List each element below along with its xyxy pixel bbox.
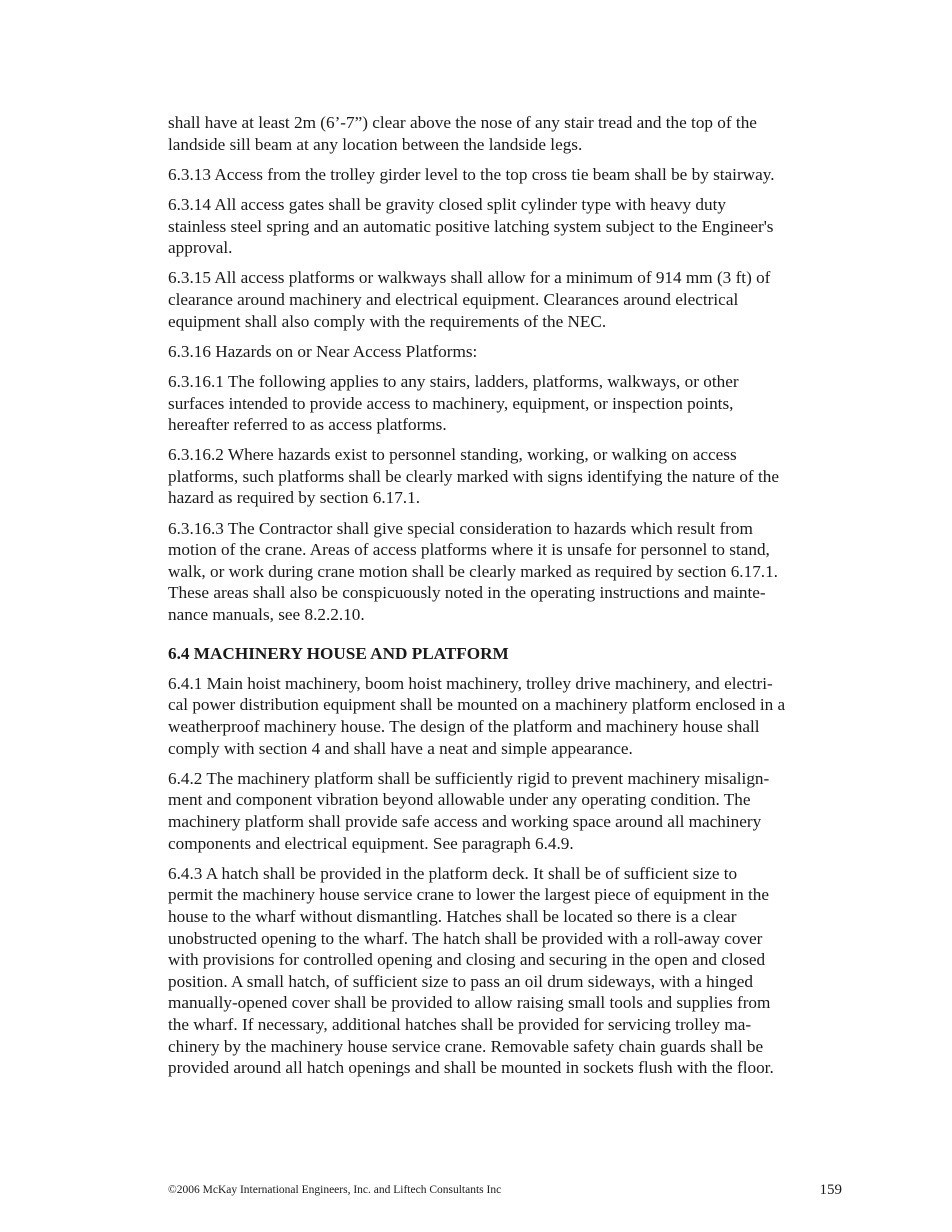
text-line: chinery by the machinery house service crane. Removable safety chain guards shall be xyxy=(168,1036,764,1056)
text-line: comply with section 4 and shall have a neat and simple appearance. xyxy=(168,738,633,758)
text-line: These areas shall also be conspicuously noted in the operating instructions and mainte- xyxy=(168,583,766,603)
section-heading: 6.4 MACHINERY HOUSE AND PLATFORM xyxy=(168,643,509,663)
text-line: 6.4.1 Main hoist machinery, boom hoist machinery, trolley drive machinery, and electri- xyxy=(168,673,773,693)
text-line: 6.3.14 All access gates shall be gravity closed split cylinder type with heavy duty xyxy=(168,194,726,214)
text-line: platforms, such platforms shall be clearly marked with signs identifying the nature of the xyxy=(168,466,779,486)
paragraph xyxy=(168,371,844,436)
paragraph xyxy=(168,267,844,332)
text-line: unobstructed opening to the wharf. The hatch shall be provided with a roll-away cover xyxy=(168,928,763,948)
text-line: hazard as required by section 6.17.1. xyxy=(168,488,420,508)
text-line: 6.3.16 Hazards on or Near Access Platforms: xyxy=(168,341,478,361)
paragraph xyxy=(168,194,844,259)
paragraph xyxy=(168,863,844,1079)
paragraphs-section xyxy=(168,673,844,1079)
text-line: house to the wharf without dismantling. Hatches shall be located so there is a clear xyxy=(168,906,737,926)
text-line: shall have at least 2m (6’-7”) clear above the nose of any stair tread and the top of the xyxy=(168,113,757,132)
text-line: the wharf. If necessary, additional hatches shall be provided for servicing trolley ma- xyxy=(168,1014,752,1034)
text-line: 6.4.2 The machinery platform shall be sufficiently rigid to prevent machinery misalign- xyxy=(168,768,770,788)
paragraph xyxy=(168,341,844,363)
paragraphs-top xyxy=(168,112,844,626)
text-line: landside sill beam at any location between the landside legs. xyxy=(168,134,583,154)
text-line: clearance around machinery and electrical equipment. Clearances around electrical xyxy=(168,289,739,309)
paragraph xyxy=(168,112,844,155)
text-line: ment and component vibration beyond allowable under any operating condition. The xyxy=(168,790,751,810)
text-line: stainless steel spring and an automatic positive latching system subject to the Engineer's xyxy=(168,216,774,236)
text-line: 6.3.15 All access platforms or walkways shall allow for a minimum of 914 mm (3 ft) of xyxy=(168,268,771,288)
text-line: 6.4.3 A hatch shall be provided in the platform deck. It shall be of sufficient size to xyxy=(168,863,738,883)
text-line: 6.3.16.1 The following applies to any stairs, ladders, platforms, walkways, or other xyxy=(168,371,739,391)
text-line: walk, or work during crane motion shall be clearly marked as required by section 6.17.1. xyxy=(168,561,778,581)
page-body xyxy=(168,112,844,1087)
text-line: 6.3.16.2 Where hazards exist to personnel standing, working, or walking on access xyxy=(168,445,737,465)
paragraph xyxy=(168,444,844,509)
paragraph xyxy=(168,518,844,626)
text-line: provided around all hatch openings and shall be mounted in sockets flush with the floor. xyxy=(168,1058,774,1078)
text-line: cal power distribution equipment shall be mounted on a machinery platform enclosed in a xyxy=(168,695,786,715)
text-line: components and electrical equipment. See paragraph 6.4.9. xyxy=(168,833,574,853)
text-line: with provisions for controlled opening and closing and securing in the open and closed xyxy=(168,950,766,970)
text-line: equipment shall also comply with the requirements of the NEC. xyxy=(168,311,607,331)
text-line: hereafter referred to as access platforms. xyxy=(168,415,447,435)
text-line: 6.3.13 Access from the trolley girder level to the top cross tie beam shall be by stairway. xyxy=(168,164,775,184)
text-line: manually-opened cover shall be provided to allow raising small tools and supplies from xyxy=(168,993,771,1013)
footer-copyright: ©2006 McKay International Engineers, Inc. and Liftech Consultants Inc xyxy=(168,1184,502,1196)
paragraph xyxy=(168,164,844,186)
text-line: permit the machinery house service crane to lower the largest piece of equipment in the xyxy=(168,885,770,905)
text-line: approval. xyxy=(168,238,233,258)
text-line: machinery platform shall provide safe access and working space around all machinery xyxy=(168,811,762,831)
text-line: position. A small hatch, of sufficient size to pass an oil drum sideways, with a hinged xyxy=(168,971,753,991)
text-line: nance manuals, see 8.2.2.10. xyxy=(168,605,365,625)
page-number: 159 xyxy=(819,1182,842,1198)
text-line: weatherproof machinery house. The design of the platform and machinery house shall xyxy=(168,717,760,736)
text-line: surfaces intended to provide access to machinery, equipment, or inspection points, xyxy=(168,393,734,413)
paragraph xyxy=(168,673,844,759)
text-line: motion of the crane. Areas of access platforms where it is unsafe for personnel to stand, xyxy=(168,540,770,560)
text-line: 6.3.16.3 The Contractor shall give special consideration to hazards which result from xyxy=(168,518,753,538)
paragraph xyxy=(168,768,844,854)
